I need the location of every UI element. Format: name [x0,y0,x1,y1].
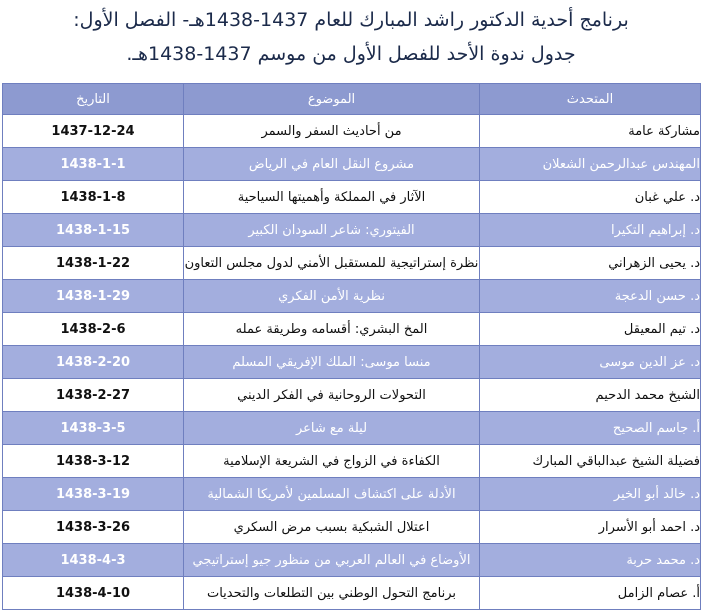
table-row [3,577,701,610]
cell-date: 1438-1-22 [3,247,184,280]
cell-speaker: د. تيم المعيقل [480,313,701,346]
cell-date: 1438-2-20 [3,346,184,379]
table-row [3,379,701,412]
cell-topic: نظرية الأمن الفكري [184,280,480,313]
cell-date: 1437-12-24 [3,115,184,148]
table-row [3,280,701,313]
cell-speaker: الشيخ محمد الدحيم [480,379,701,412]
cell-topic: الأدلة على اكتشاف المسلمين لأمريكا الشمالية [184,478,480,511]
cell-speaker: د. خالد أبو الخير [480,478,701,511]
cell-topic: برنامج التحول الوطني بين التطلعات والتحديات [184,577,480,610]
cell-topic: منسا موسى: الملك الإفريقي المسلم [184,346,480,379]
cell-topic: الكفاءة في الزواج في الشريعة الإسلامية [184,445,480,478]
cell-speaker: د. علي غبان [480,181,701,214]
cell-topic: نظرة إستراتيجية للمستقبل الأمني لدول مجلس التعاون [184,247,480,280]
table-row [3,346,701,379]
cell-speaker: مشاركة عامة [480,115,701,148]
table-row [3,115,701,148]
schedule-body [3,115,701,610]
cell-speaker: د. حسن الدعجة [480,280,701,313]
header-topic: الموضوع [184,84,480,115]
cell-speaker: د. يحيى الزهراني [480,247,701,280]
table-header-row [3,84,701,115]
cell-date: 1438-1-8 [3,181,184,214]
cell-topic: الآثار في المملكة وأهميتها السياحية [184,181,480,214]
document-header [0,6,702,68]
table-row [3,313,701,346]
cell-speaker: د. احمد أبو الأسرار [480,511,701,544]
cell-topic: مشروع النقل العام في الرياض [184,148,480,181]
cell-topic: المخ البشري: أقسامه وطريقة عمله [184,313,480,346]
title-line-2: جدول ندوة الأحد للفصل الأول من موسم 1437-1438هـ. [126,43,576,65]
header-date: التاريخ [3,84,184,115]
cell-date: 1438-2-6 [3,313,184,346]
cell-speaker: د. عز الدين موسى [480,346,701,379]
title-line-1: برنامج أحدية الدكتور راشد المبارك للعام 1437-1438هـ- الفصل الأول: [73,9,629,31]
cell-topic: التحولات الروحانية في الفكر الديني [184,379,480,412]
cell-topic: اعتلال الشبكية بسبب مرض السكري [184,511,480,544]
cell-date: 1438-4-10 [3,577,184,610]
header-speaker: المتحدث [480,84,701,115]
cell-topic: ليلة مع شاعر [184,412,480,445]
cell-speaker: د. إبراهيم التكيرا [480,214,701,247]
schedule-table [2,83,701,610]
cell-date: 1438-2-27 [3,379,184,412]
table-row [3,511,701,544]
table-row [3,148,701,181]
table-row [3,544,701,577]
cell-date: 1438-3-5 [3,412,184,445]
table-row [3,445,701,478]
cell-date: 1438-1-1 [3,148,184,181]
cell-date: 1438-3-26 [3,511,184,544]
cell-speaker: فضيلة الشيخ عبدالباقي المبارك [480,445,701,478]
cell-date: 1438-3-19 [3,478,184,511]
cell-topic: الفيتوري: شاعر السودان الكبير [184,214,480,247]
cell-topic: من أحاديث السفر والسمر [184,115,480,148]
cell-speaker: المهندس عبدالرحمن الشعلان [480,148,701,181]
cell-date: 1438-4-3 [3,544,184,577]
table-row [3,247,701,280]
cell-date: 1438-1-15 [3,214,184,247]
table-row [3,214,701,247]
cell-speaker: أ. عصام الزامل [480,577,701,610]
cell-date: 1438-3-12 [3,445,184,478]
cell-topic: الأوضاع في العالم العربي من منظور جيو إستراتيجي [184,544,480,577]
cell-speaker: د. محمد حربة [480,544,701,577]
cell-date: 1438-1-29 [3,280,184,313]
table-row [3,412,701,445]
table-row [3,478,701,511]
cell-speaker: أ. جاسم الصحيح [480,412,701,445]
table-row [3,181,701,214]
